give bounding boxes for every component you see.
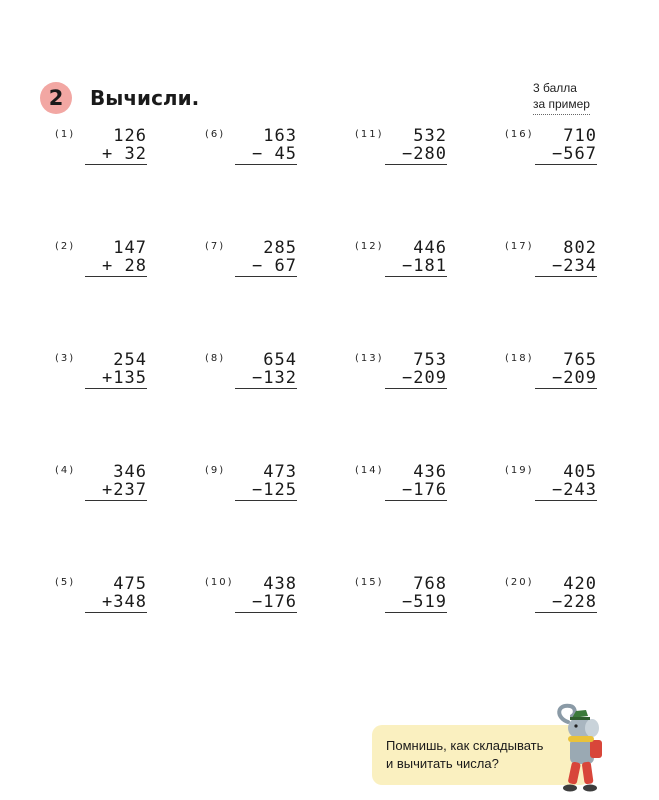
problem-second-operand: −209 [385, 369, 447, 389]
problem-number: (8) [205, 353, 226, 364]
problem-column [535, 463, 597, 501]
problem-second-operand: −125 [235, 481, 297, 501]
problem-cell [505, 127, 655, 239]
problem-cell [505, 463, 655, 575]
task-title: Вычисли. [90, 86, 200, 110]
problem-number: (11) [355, 129, 384, 140]
problem-number: (20) [505, 577, 534, 588]
problem-first-operand: 438 [263, 574, 297, 594]
problem-second-operand: + 28 [85, 257, 147, 277]
problem-cell [205, 463, 355, 575]
problem-column [235, 239, 297, 277]
problem-first-operand: 654 [263, 350, 297, 370]
problem-second-operand: −234 [535, 257, 597, 277]
problem-first-operand: 254 [113, 350, 147, 370]
problem-column [85, 127, 147, 165]
problem-second-operand: −228 [535, 593, 597, 613]
problem-second-operand: −280 [385, 145, 447, 165]
problem-second-operand: −132 [235, 369, 297, 389]
problem-second-operand: −176 [385, 481, 447, 501]
problem-cell [355, 351, 505, 463]
problem-number: (14) [355, 465, 384, 476]
problem-cell [205, 239, 355, 351]
problem-column [85, 575, 147, 613]
problem-column [535, 351, 597, 389]
problem-first-operand: 163 [263, 126, 297, 146]
problem-first-operand: 285 [263, 238, 297, 258]
problem-column [235, 463, 297, 501]
problem-second-operand: −181 [385, 257, 447, 277]
problem-number: (17) [505, 241, 534, 252]
problem-number: (10) [205, 577, 234, 588]
problem-first-operand: 475 [113, 574, 147, 594]
problem-column [535, 239, 597, 277]
problem-number: (18) [505, 353, 534, 364]
problem-cell [55, 463, 205, 575]
task-number-badge: 2 [40, 82, 72, 114]
problem-second-operand: +237 [85, 481, 147, 501]
problem-first-operand: 753 [413, 350, 447, 370]
problem-second-operand: − 45 [235, 145, 297, 165]
points-note [533, 80, 609, 115]
problem-number: (7) [205, 241, 226, 252]
problem-cell [55, 351, 205, 463]
problem-cell [205, 127, 355, 239]
problem-cell [355, 239, 505, 351]
problem-column [85, 463, 147, 501]
problem-column [385, 239, 447, 277]
problem-second-operand: + 32 [85, 145, 147, 165]
task-header [40, 80, 199, 116]
problem-cell [355, 575, 505, 687]
problem-first-operand: 710 [563, 126, 597, 146]
problem-cell [505, 239, 655, 351]
problem-column [235, 351, 297, 389]
problem-number: (4) [55, 465, 76, 476]
problem-column [535, 575, 597, 613]
hint-line-1: Помнишь, как складывать [386, 738, 544, 753]
problem-first-operand: 346 [113, 462, 147, 482]
problem-first-operand: 768 [413, 574, 447, 594]
problem-column [535, 127, 597, 165]
problem-number: (1) [55, 129, 76, 140]
problem-number: (9) [205, 465, 226, 476]
points-line-1: 3 балла [533, 81, 577, 95]
problem-column [385, 351, 447, 389]
problem-first-operand: 420 [563, 574, 597, 594]
problem-second-operand: −519 [385, 593, 447, 613]
problem-column [85, 239, 147, 277]
points-line-2: за пример [533, 96, 590, 115]
problem-first-operand: 765 [563, 350, 597, 370]
problem-number: (2) [55, 241, 76, 252]
problem-number: (16) [505, 129, 534, 140]
problem-second-operand: −567 [535, 145, 597, 165]
problem-number: (19) [505, 465, 534, 476]
problem-first-operand: 473 [263, 462, 297, 482]
problem-cell [205, 351, 355, 463]
problem-number: (12) [355, 241, 384, 252]
problem-cell [205, 575, 355, 687]
problem-cell [355, 127, 505, 239]
problem-second-operand: −209 [535, 369, 597, 389]
problem-second-operand: −243 [535, 481, 597, 501]
problem-cell [55, 127, 205, 239]
problem-number: (3) [55, 353, 76, 364]
problem-column [235, 575, 297, 613]
problem-cell [355, 463, 505, 575]
problem-cell [505, 575, 655, 687]
problem-first-operand: 126 [113, 126, 147, 146]
elephant-mascot-icon [550, 702, 612, 798]
problem-first-operand: 405 [563, 462, 597, 482]
problem-column [385, 463, 447, 501]
problem-number: (5) [55, 577, 76, 588]
problem-cell [55, 239, 205, 351]
problem-second-operand: −176 [235, 593, 297, 613]
problem-number: (15) [355, 577, 384, 588]
problem-column [235, 127, 297, 165]
problem-cell [505, 351, 655, 463]
problem-first-operand: 802 [563, 238, 597, 258]
problem-first-operand: 532 [413, 126, 447, 146]
problem-second-operand: +135 [85, 369, 147, 389]
problem-grid [55, 127, 615, 687]
problem-first-operand: 436 [413, 462, 447, 482]
problem-column [385, 575, 447, 613]
problem-first-operand: 147 [113, 238, 147, 258]
problem-cell [55, 575, 205, 687]
problem-second-operand: − 67 [235, 257, 297, 277]
problem-column [85, 351, 147, 389]
problem-number: (6) [205, 129, 226, 140]
hint-line-2: и вычитать числа? [386, 756, 499, 771]
problem-second-operand: +348 [85, 593, 147, 613]
problem-column [385, 127, 447, 165]
problem-number: (13) [355, 353, 384, 364]
problem-first-operand: 446 [413, 238, 447, 258]
